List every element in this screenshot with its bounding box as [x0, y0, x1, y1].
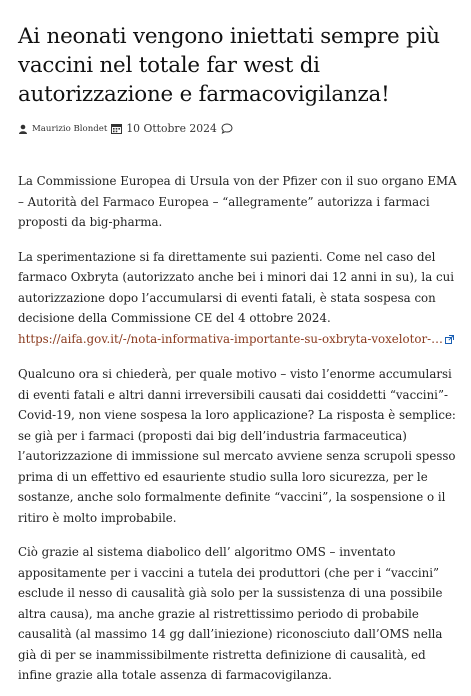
comment-icon[interactable]: [221, 123, 233, 134]
external-link-icon[interactable]: [445, 330, 454, 351]
publish-date: 10 Ottobre 2024: [126, 122, 217, 135]
calendar-icon: [111, 123, 122, 134]
author-link[interactable]: Maurizio Blondet: [32, 123, 108, 134]
paragraph-text: La sperimentazione si fa direttamente sui pazienti. Come nel caso del farmaco Oxbryta (autorizzato anche bei i minori dai 12 anni in su), la cui autorizzazione dopo l’accumularsi di eventi fatali, è stata sospesa con decisione della Commissione CE del 4 ottobre 2024.: [18, 249, 454, 325]
user-icon: [18, 124, 28, 134]
paragraph: [18, 247, 457, 351]
article-meta: [18, 122, 457, 135]
paragraph: Ciò grazie al sistema diabolico dell’ algoritmo OMS – inventato appositamente per i vaccini a tutela dei produttori (che per i “vaccini” esclude il nesso di causalità già solo per la sussistenza di una possibile altra causa), ma anche grazie al ristrettissimo periodo di probabile causalità (al massimo 14 gg dall’iniezione) riconosciuto dall’OMS nella già di per se inammissibilmente ristretta definizione di causalità, ed infine grazie alla totale assenza di farmacovigilanza.: [18, 545, 443, 682]
paragraph: Qualcuno ora si chiederà, per quale motivo – visto l’enorme accumularsi di eventi fatali e altri danni irreversibili causati dai cosiddetti “vaccini”-Covid-19, non viene sospesa la loro applicazione? La risposta è semplice: se già per i farmaci (proposti dai big dell’industria farmaceutica) l’autorizzazione di immissione sul mercato avviene senza scrupoli spesso prima di un effettivo ed esauriente studio sulla loro sicurezza, per le sostanze, anche solo formalmente definite “vaccini”, la sospensione o il ritiro è molto improbabile.: [18, 367, 456, 525]
paragraph: La Commissione Europea di Ursula von der Pfizer con il suo organo EMA – Autorità del Farmaco Europea – “allegramente” autorizza i farmaci proposti da big-pharma.: [18, 174, 457, 229]
aifa-link-text[interactable]: https://aifa.gov.it/-/nota-informativa-importante-su-oxbryta-voxelotor-…: [18, 331, 443, 346]
article-title: Ai neonati vengono iniettati sempre più vaccini nel totale far west di autorizzazione e farmacovigilanza!: [18, 24, 440, 107]
aifa-link[interactable]: [18, 332, 454, 346]
article-content: [18, 171, 457, 686]
